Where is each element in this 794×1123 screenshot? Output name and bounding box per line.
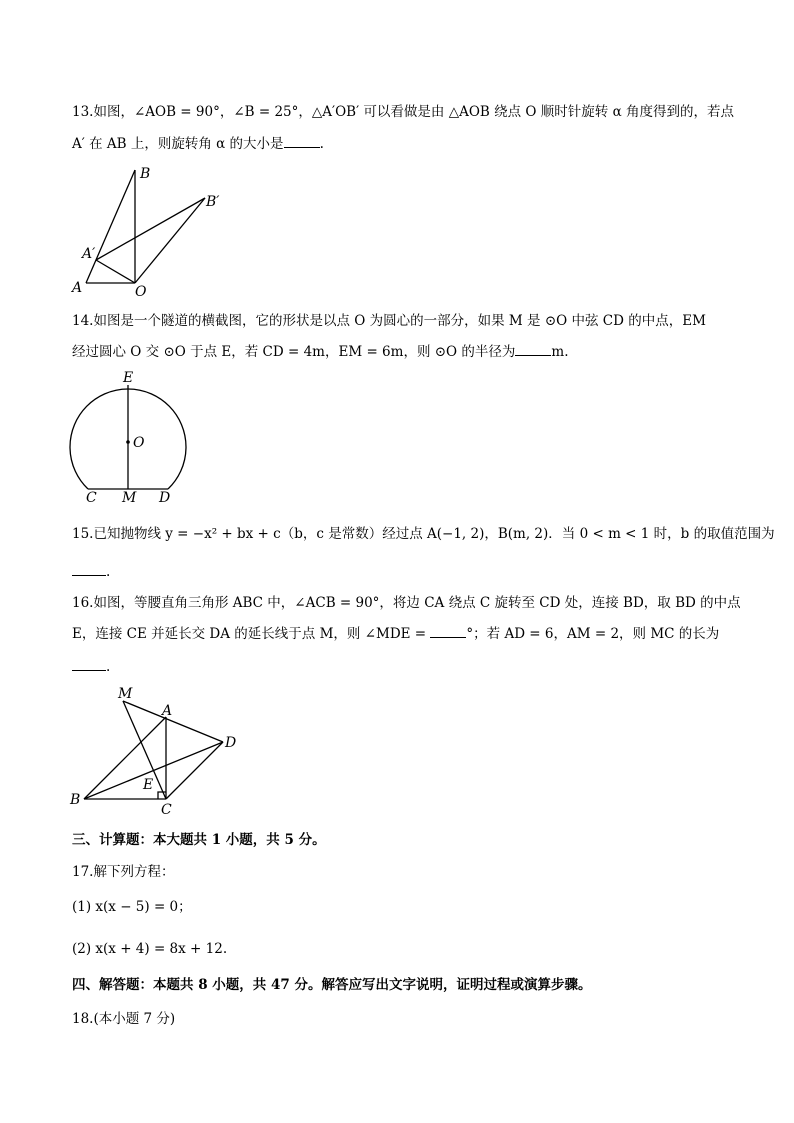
q16-line1: 16.如图，等腰直角三角形 ABC 中，∠ACB = 90°，将边 CA 绕点 C 旋转至 CD 处，连接 BD，取 BD 的中点 xyxy=(72,595,741,611)
q14-label-D: D xyxy=(159,490,171,506)
q13-label-Ap: A′ xyxy=(82,246,96,262)
q15-period: . xyxy=(106,564,111,580)
q17-title: 17.解下列方程： xyxy=(72,864,175,880)
q16-text-a: E，连接 CE 并延长交 DA 的延长线于点 M，则 ∠MDE = xyxy=(72,626,427,642)
q13-answer-blank[interactable] xyxy=(284,133,320,148)
section4-heading: 四、解答题：本题共 8 小题，共 47 分。解答应写出文字说明，证明过程或演算步骤。 xyxy=(72,977,592,993)
q13-figure xyxy=(60,160,260,300)
q16-period: . xyxy=(106,659,111,675)
q15-line2 xyxy=(72,561,110,582)
q13-seg-ApBp xyxy=(96,198,205,260)
q13-seg-ApO xyxy=(96,260,135,283)
q17-eq1: (1) x(x − 5) = 0； xyxy=(72,899,192,915)
q16-figure xyxy=(60,682,250,822)
q16-angle-blank[interactable] xyxy=(430,623,466,638)
q14-answer-blank[interactable] xyxy=(515,341,551,356)
q13-label-Bp: B′ xyxy=(206,194,220,210)
q13-label-A: A xyxy=(72,280,83,296)
q14-center-dot xyxy=(126,440,130,444)
q13-label-O: O xyxy=(135,284,147,300)
q14-line1: 14.如图是一个隧道的横截图，它的形状是以点 O 为圆心的一部分，如果 M 是 ⊙O 中弦 CD 的中点，EM xyxy=(72,313,706,329)
q17-eq2: (2) x(x + 4) = 8x + 12. xyxy=(72,941,228,957)
q13-seg-OBp xyxy=(135,198,205,283)
q14-label-C: C xyxy=(86,490,97,506)
q16-label-M: M xyxy=(118,686,133,702)
q13-text: A′ 在 AB 上，则旋转角 α 的大小是 xyxy=(72,136,284,152)
q16-text-b: °；若 AD = 6，AM = 2，则 MC 的长为 xyxy=(466,626,720,642)
q16-seg-CD xyxy=(166,742,223,799)
q13-label-B: B xyxy=(140,166,151,182)
q13-seg-AB xyxy=(86,170,135,283)
q14-label-M: M xyxy=(122,490,137,506)
q14-line2 xyxy=(72,341,569,362)
q15-line1: 15.已知抛物线 y = −x² + bx + c（b，c 是常数）经过点 A(−1, 2)，B(m, 2)．当 0 < m < 1 时，b 的取值范围为 xyxy=(72,526,775,542)
q18-title: 18.(本小题 7 分) xyxy=(72,1011,176,1027)
q13-period: . xyxy=(319,136,324,152)
q13-line2 xyxy=(72,133,324,154)
q14-text: 经过圆心 O 交 ⊙O 于点 E，若 CD = 4m，EM = 6m，则 ⊙O 的半径为 xyxy=(72,344,516,360)
q16-line3 xyxy=(72,656,110,677)
q16-seg-BA xyxy=(84,717,166,799)
q16-label-A: A xyxy=(162,703,173,719)
q13-line1: 13.如图，∠AOB = 90°，∠B = 25°，△A′OB′ 可以看做是由 △AOB 绕点 O 顺时针旋转 α 角度得到的，若点 xyxy=(72,104,734,120)
q16-mc-blank[interactable] xyxy=(72,656,106,671)
q14-label-O: O xyxy=(133,435,145,451)
q16-label-D: D xyxy=(225,735,237,751)
q16-label-E: E xyxy=(143,777,154,793)
q16-label-C: C xyxy=(161,802,172,818)
section3-heading: 三、计算题：本大题共 1 小题，共 5 分。 xyxy=(72,832,326,848)
q14-unit: m. xyxy=(551,344,569,360)
q14-figure xyxy=(60,368,210,508)
q15-answer-blank[interactable] xyxy=(72,561,106,576)
q16-label-B: B xyxy=(70,792,81,808)
q14-label-E: E xyxy=(123,370,134,386)
q16-line2 xyxy=(72,623,719,644)
